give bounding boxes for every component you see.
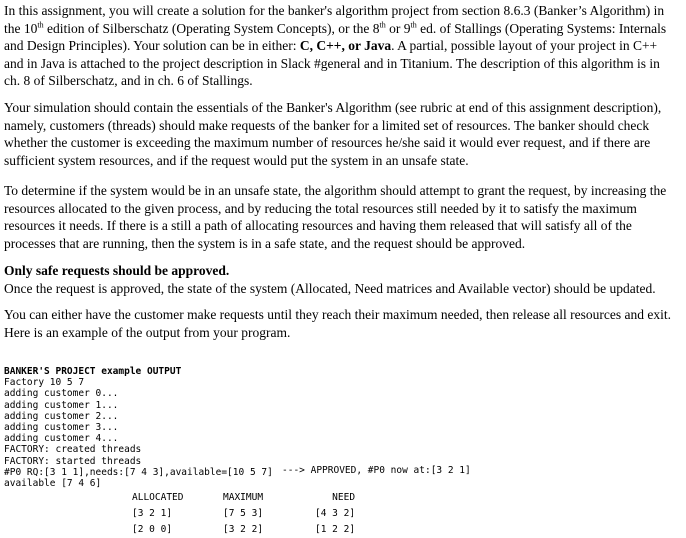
intro-text-d: ed. of Stallings (Operating Systems: Internals and Design Principles). Your solution can be in either: <box>4 20 667 53</box>
allocated-header: ALLOCATED <box>132 492 184 503</box>
output-line: adding customer 2... <box>4 410 119 422</box>
need-column <box>315 490 355 538</box>
superscript-th: th <box>410 20 417 29</box>
paragraph-unsafe-state: To determine if the system would be in an unsafe state, the algorithm should attempt to grant the request, by increasing the resources allocated to the given process, and by reducing the total resources still needed by it to satisfy the maximum resources it needs. If there is a still a path of allocating resources and having them released that will satisfy all of the processes that are running, then the system is in a safe state, and the request should be approved. <box>4 183 667 251</box>
safe-requests-heading: Only safe requests should be approved. <box>4 263 230 278</box>
output-heading: BANKER'S PROJECT example OUTPUT <box>4 366 182 377</box>
paragraph-intro <box>4 2 674 90</box>
superscript-th: th <box>37 20 44 29</box>
output-line: adding customer 0... <box>4 388 119 400</box>
intro-text-e: . A partial, possible layout of your project in C++ and in Java is attached to the project description in Slack #general and in Titanium. The description of this algorithm is in ch. 8 of Silberschatz, and in ch. 6 of Stallings. <box>4 38 660 88</box>
paragraph-simulation: Your simulation should contain the essentials of the Banker's Algorithm (see rubric at end of this assignment description), namely, customers (threads) should make requests of the banker for a limited set of resources. The banker should check whether the customer is exceeding the maximum number of resources he/she said it would ever request, and if there are sufficient system resources, and if the request would put the system in an unsafe state. <box>4 100 662 168</box>
output-line: available [7 4 6] <box>4 478 102 490</box>
output-line: adding customer 3... <box>4 422 119 434</box>
intro-text-a: In this assignment, you will create a solution for the banker's algorithm project from section 8.6.3 (Banker’s Algorithm) in the 10 <box>4 3 665 36</box>
allocated-cell: [2 0 0] <box>132 524 173 535</box>
output-line: adding customer 4... <box>4 433 119 445</box>
need-cell: [4 3 2] <box>315 508 356 519</box>
languages-bold: C, C++, or Java <box>299 38 392 53</box>
maximum-header: MAXIMUM <box>223 492 264 503</box>
intro-text-c: or 9 <box>385 20 411 36</box>
output-line: Factory 10 5 7 <box>4 377 85 389</box>
allocated-cell: [3 2 1] <box>132 508 173 519</box>
maximum-cell: [3 2 2] <box>223 524 264 535</box>
paragraph-output-intro: You can either have the customer make requests until they reach their maximum needed, then release all resources and exit. Here is an example of the output from your program. <box>4 307 672 340</box>
intro-text-b: edition of Silberschatz (Operating System Concepts), or the 8 <box>43 20 380 36</box>
paragraph-safe-requests <box>4 262 674 297</box>
maximum-column <box>223 490 263 538</box>
need-cell: [1 2 2] <box>315 524 356 535</box>
superscript-th: th <box>379 20 386 29</box>
approved-message: ---> APPROVED, #P0 now at:[3 2 1] <box>282 465 471 476</box>
output-line: FACTORY: created threads <box>4 444 142 456</box>
output-line: adding customer 1... <box>4 399 119 411</box>
need-header: NEED <box>332 492 356 503</box>
maximum-cell: [7 5 3] <box>223 508 264 519</box>
output-line: FACTORY: started threads <box>4 455 142 467</box>
update-state-text: Once the request is approved, the state of the system (Allocated, Need matrices and Available vector) should be updated. <box>4 280 656 296</box>
output-line: #P0 RQ:[3 1 1],needs:[7 4 3],available=[10 5 7] <box>4 466 273 478</box>
allocated-column <box>132 490 183 538</box>
